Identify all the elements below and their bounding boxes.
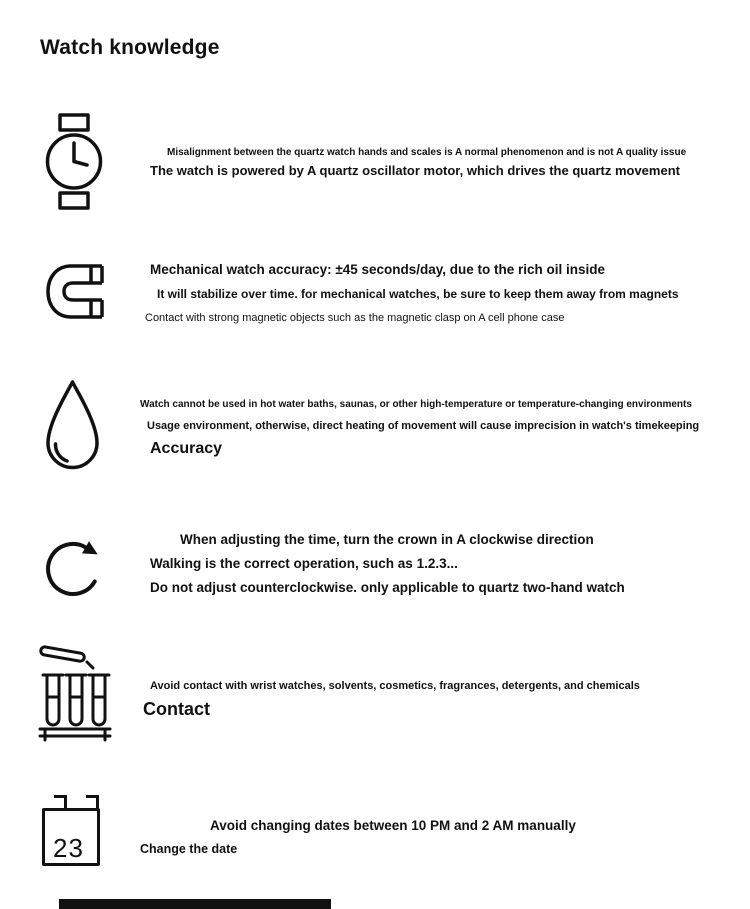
text-line: Walking is the correct operation, such as 1.2.3... (150, 556, 458, 571)
text-line: Usage environment, otherwise, direct heating of movement will cause imprecision in watch's timekeeping (147, 420, 700, 432)
text-line: Accuracy (150, 440, 223, 457)
text-line: Misalignment between the quartz watch hands and scales is A normal phenomenon and is not A quality issue (167, 147, 687, 158)
text-line: When adjusting the time, turn the crown in A clockwise direction (180, 532, 594, 547)
text-line: The watch is powered by A quartz oscillator motor, which drives the quartz movement (150, 163, 680, 178)
text-line: Watch cannot be used in hot water baths, saunas, or other high-temperature or temperature-changing environments (140, 399, 692, 410)
text-line: Contact with strong magnetic objects such as the magnetic clasp on A cell phone case (145, 312, 565, 324)
section-date-change (0, 795, 750, 885)
water-drop-icon (40, 378, 105, 478)
section-magnetism (0, 258, 750, 338)
calendar-day-number: 23 (53, 833, 84, 863)
test-tubes-icon (38, 645, 112, 742)
text-line: Avoid changing dates between 10 PM and 2 AM manually (210, 818, 576, 833)
wristwatch-icon (45, 113, 103, 210)
section-quartz-movement (0, 113, 750, 223)
text-line: Avoid contact with wrist watches, solvents, cosmetics, fragrances, detergents, and chemicals (150, 680, 640, 692)
text-line: Contact (143, 699, 210, 719)
section-chemical-contact (0, 645, 750, 745)
clockwise-arrow-icon (45, 525, 105, 600)
page-title: Watch knowledge (40, 36, 220, 59)
cutoff-black-banner (59, 899, 331, 909)
section-time-adjustment (0, 523, 750, 603)
text-line: Do not adjust counterclockwise. only applicable to quartz two-hand watch (150, 580, 625, 595)
text-line: Change the date (140, 842, 238, 856)
text-line: Mechanical watch accuracy: ±45 seconds/day, due to the rich oil inside (150, 262, 606, 277)
section-temperature-accuracy (0, 378, 750, 483)
magnet-icon (45, 263, 105, 320)
text-line: It will stabilize over time. for mechanical watches, be sure to keep them away from magnets (157, 287, 679, 301)
